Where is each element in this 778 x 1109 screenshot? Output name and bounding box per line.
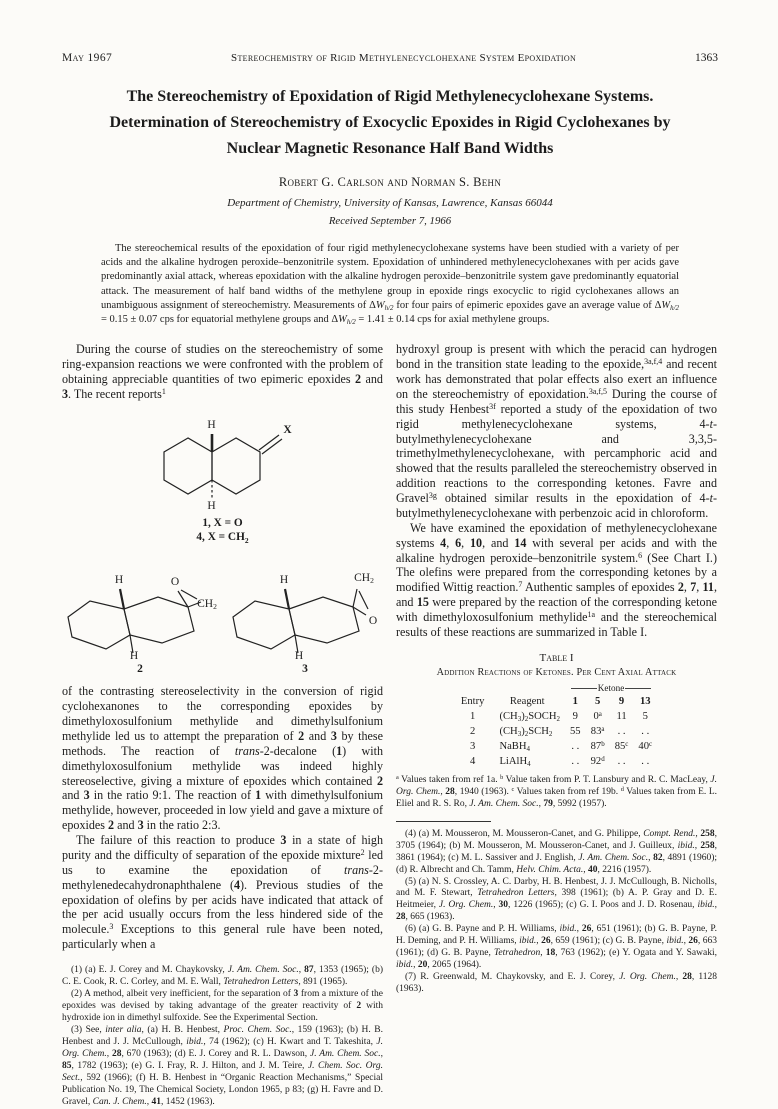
cell-entry: 1 — [470, 711, 476, 723]
col-header-ketone-1: 1 — [572, 696, 578, 708]
footnote-6: (6) (a) G. B. Payne and P. H. Williams, ibid., 26, 651 (1961); (b) G. B. Payne, P. H. Deming, and P. H. Williams, ibid., 26, 659 (1961); (c) G. B. Payne, ibid., 26, 663 (1961); (d) G. B. Payne, Tetrahedron, 18, 763 (1962); (e) Y. Ogata and Y. Sawaki, ibid., 20, 2065 (1964). — [396, 924, 717, 971]
paragraph: hydroxyl group is present with which the peracid can hydrogen bond in the transition state leading to the epoxide,$^{3a,f,4}$ and recent work has demonstrated that polar effects also exert an influence on the stereochemistry of epoxidation.$^{3a,f,5}$ During the course of this study Henbest$^{3f}$ reported a study of the epoxidation of two rigid methylenecyclohexane systems, 4-t-butylmethylenecyclohexane and 3,3,5-trimethylmethylenecyclohexane, with percamphoric acid and showed that the results paralleled the stereochemistry observed in addition reactions to the corresponding ketones. Favre and Gravel$^{3g}$ obtained similar results in the epoxidation of 4-t-butylmethylenecyclohexane with perbenzoic acid in chloroform. — [396, 342, 718, 520]
cell-entry: 3 — [470, 741, 476, 753]
footnote-4: (4) (a) M. Mousseron, M. Mousseron-Canet, and G. Philippe, Compt. Rend., 258, 3705 (1964); (b) M. Mousseron, M. Mousseron-Canet, and J. Guilleux, ibid., 258, 3861 (1964); (c) M. L. Sassiver and J. English, J. Am. Chem. Soc., 82, 4891 (1960); (d) R. Albrecht and Ch. Tamm, Helv. Chim. Acta., 40, 2216 (1957). — [396, 828, 718, 875]
cell-value: 5 — [642, 711, 648, 723]
structure-number-2: 2 — [137, 663, 143, 676]
cell-value: 83$^a$ — [590, 724, 605, 738]
cell-value: . . — [617, 726, 626, 738]
caption-4: 4, $X = CH_2$ — [196, 531, 249, 545]
col-header-reagent: Reagent — [509, 696, 545, 708]
table-row — [456, 739, 657, 754]
cell-value: 85$^c$ — [614, 739, 629, 753]
ch2-main: CH — [354, 572, 371, 585]
table-caption: Table I — [539, 651, 574, 664]
decalin-skeleton-drawing — [143, 408, 303, 516]
oxygen-label: O — [170, 576, 180, 589]
caption-1: 1, X = O — [202, 516, 243, 529]
table-1 — [396, 652, 717, 811]
ch2-label — [197, 597, 217, 611]
footnote-rule — [396, 821, 491, 822]
cell-reagent: NaBH$_4$ — [499, 741, 531, 754]
cell-entry: 2 — [470, 726, 476, 738]
article-title-line1: The Stereochemistry of Epoxidation of Rigid Methylenecyclohexane Systems. — [126, 88, 654, 105]
two-column-body — [62, 342, 718, 1108]
table-header-row — [456, 694, 657, 709]
cell-value: 11 — [616, 711, 627, 723]
figure-structure-1-4 — [143, 408, 303, 516]
running-header — [62, 52, 718, 64]
table-row — [456, 754, 657, 769]
structure-caption-1-4 — [62, 516, 383, 545]
paragraph: During the course of studies on the stereochemistry of some ring-expansion reactions we were confronted with the problem of obtaining appreciable quantities of two epimeric epoxides 2 and 3. The recent reports$^1$ — [62, 342, 383, 401]
ch2-sub: 2 — [213, 602, 217, 612]
table-row — [456, 709, 657, 724]
h-bottom-label: H — [129, 650, 139, 663]
h-top-label: H — [114, 574, 124, 587]
oxygen-label: O — [368, 615, 378, 628]
ch2-sub: 2 — [370, 576, 374, 586]
table-subtitle: Addition Reactions of Ketones. Per Cent Axial Attack — [436, 667, 677, 679]
table-1-grid — [456, 683, 657, 769]
abstract: The stereochemical results of the epoxidation of four rigid methylenecyclohexane systems have been studied with a variety of per acids and the alkaline hydrogen peroxide–benzonitrile system. Epoxidation of unhindered methylenecyclohexanes with per acids gave predominantly axial attack, whereas epoxidation with the alkaline hydrogen peroxide–benzonitrile system gave predominantly equatorial attack. The measurement of half band widths of the methylene group in epoxide rings exocyclic to rigid cyclohexanes allows an unambiguous assignment of stereochemistry. Measurements of $\Delta W_{h/2}$ for four pairs of epimeric epoxides gave an average value of $\Delta W_{h/2} = 0.15 \pm 0.07$ cps for equatorial methylene groups and $\Delta W_{h/2} = 1.41 \pm 0.14$ cps for axial methylene groups. — [101, 242, 679, 327]
cell-reagent: $(CH_3)_2SOCH_2$ — [499, 711, 560, 724]
cell-value: . . — [641, 756, 650, 768]
paragraph: of the contrasting stereoselectivity in the conversion of rigid cyclohexanones to the corresponding epoxides by dimethyloxosulfonium methylide and dimethylsulfonium methylide led us to attempt the preparation of 2 and 3 by these methods. The reaction of trans-2-decalone (1) with dimethyloxosulfonium methylide was indeed highly stereoselective, giving a mixture of epoxides which contained 2 and 3 in the ratio 9:1. The reaction of 1 with dimethylsulfonium methylide, however, proceeded in low yield and gave a mixture of epoxides 2 and 3 in the ratio 2:3. — [62, 684, 383, 833]
article-title — [62, 84, 718, 162]
received-date: Received September 7, 1966 — [328, 214, 452, 227]
ch2-main: CH — [197, 598, 214, 611]
page-number: 1363 — [694, 52, 718, 64]
left-column — [62, 342, 383, 1108]
cell-value: 87$^b$ — [590, 739, 605, 753]
cell-value: . . — [617, 756, 626, 768]
cell-value: 92$^d$ — [590, 754, 605, 768]
col-header-ketone-5: 5 — [594, 696, 601, 708]
cell-value: 40$^c$ — [638, 739, 653, 753]
paragraph: The failure of this reaction to produce 3 in a state of high purity and the difficulty of separation of the epoxide mixture$^2$ led us to examine the epoxidation of trans-2-methylenedecahydronaphthalene (4). Previous studies of the epoxidation of olefins by per acids have indicated that attack of the per acid usually occurs from the less hindered side of the molecule.$^3$ Exceptions to this general rule have been noted, particularly when a — [62, 833, 383, 952]
cell-value: 9 — [572, 711, 578, 723]
authors: Robert G. Carlson and Norman S. Behn — [278, 174, 502, 189]
table-row — [456, 724, 657, 739]
cell-value: . . — [571, 741, 580, 753]
running-title: Stereochemistry of Rigid Methylenecyclohexane System Epoxidation — [231, 52, 577, 64]
x-substituent-label: X — [283, 423, 292, 436]
structure-number-3: 3 — [302, 663, 308, 676]
footnote-3: (3) See, inter alia, (a) H. B. Henbest, Proc. Chem. Soc., 159 (1963); (b) H. B. Henbest and J. J. McCullough, ibid., 74 (1962); (c) H. Kwart and T. Takeshita, J. Org. Chem., 28, 670 (1963); (d) E. J. Corey and R. L. Dawson, J. Am. Chem. Soc., 85, 1782 (1963); (e) G. I. Fray, R. J. Hilton, and J. M. Teire, J. Chem. Soc. Org. Sect., 592 (1966); (f) H. B. Henbest in “Organic Reaction Mechanisms,” Special Publication No. 19, The Chemical Society, London 1965, p 83; (g) H. Favre and D. Gravel, Can. J. Chem., 41, 1452 (1963). — [62, 1024, 383, 1107]
ketone-spanner: Ketone — [570, 684, 652, 693]
cell-entry: 4 — [470, 756, 476, 768]
col-header-ketone-9: 9 — [618, 696, 625, 708]
left-footnotes — [62, 965, 383, 1109]
h-bottom-label: H — [294, 650, 304, 663]
cell-value: . . — [641, 726, 650, 738]
footnote-5: (5) (a) N. S. Crossley, A. C. Darby, H. B. Henbest, J. J. McCullough, B. Nicholls, and M. F. Stewart, Tetrahedron Letters, 398 (1961); (b) A. P. Gray and D. E. Heitmeier, J. Org. Chem., 30, 1226 (1965); (c) G. I. Poos and J. D. Rosenau, ibid., 28, 665 (1963). — [396, 876, 717, 923]
figure-structure-3 — [227, 555, 383, 676]
h-top-label: H — [207, 418, 216, 431]
table-spanner-row — [456, 683, 657, 694]
article-title-line3: Nuclear Magnetic Resonance Half Band Widths — [226, 139, 554, 157]
cell-reagent: LiAlH$_4$ — [499, 756, 531, 769]
right-column — [396, 342, 717, 1108]
cell-value: 0$^a$ — [593, 709, 602, 723]
h-top-label: H — [279, 574, 289, 587]
cell-value: 55 — [570, 726, 581, 738]
footnote-1: (1) (a) E. J. Corey and M. Chaykovsky, J. Am. Chem. Soc., 87, 1353 (1965); (b) C. E. Cook, R. C. Corley, and M. E. Wall, Tetrahedron Letters, 891 (1965). — [62, 965, 384, 988]
cell-value: . . — [571, 756, 580, 768]
right-footnotes — [396, 829, 717, 997]
ch2-label — [354, 571, 374, 585]
figure-structure-2 — [62, 555, 218, 676]
figure-structures-2-3 — [62, 555, 383, 676]
article-title-line2: Determination of Stereochemistry of Exocyclic Epoxides in Rigid Cyclohexanes by — [109, 113, 671, 131]
table-footnote: $^a$ Values taken from ref 1a. $^b$ Value taken from P. T. Lansbury and R. C. MacLeay, J. Org. Chem., 28, 1940 (1963). $^c$ Values taken from ref 19b. $^d$ Values taken from E. L. Eliel and R. S. Ro, J. Am. Chem. Soc., 79, 5992 (1957). — [396, 774, 717, 810]
paragraph: We have examined the epoxidation of methylenecyclohexane systems 4, 6, 10, and 14 with several per acids and with the alkaline hydrogen peroxide–benzonitrile system.$^6$ (See Chart I.) The olefins were prepared from the corresponding ketones by a modified Wittig reaction.$^7$ Authentic samples of epoxides 2, 7, 11, and 15 were prepared by the reaction of the corresponding ketone with dimethyloxosulfonium methylide$^{1a}$ and the stereochemical results of these reactions are summarized in Table I. — [396, 520, 718, 639]
h-bottom-label: H — [207, 499, 216, 512]
col-header-entry: Entry — [460, 696, 485, 708]
epoxide-2-drawing — [62, 561, 218, 661]
issue-date: May 1967 — [62, 52, 113, 64]
footnote-2: (2) A method, albeit very inefficient, for the separation of 3 from a mixture of the epoxides was devised by taking advantage of the greater reactivity of 2 with hydroxide ion in dimethyl sulfoxide. See the Experimental Section. — [62, 988, 383, 1023]
col-header-ketone-13: 13 — [639, 696, 651, 708]
cell-reagent: $(CH_3)_2SCH_2$ — [499, 726, 553, 739]
footnote-7: (7) R. Greenwald, M. Chaykovsky, and E. J. Corey, J. Org. Chem., 28, 1128 (1963). — [396, 972, 718, 995]
affiliation: Department of Chemistry, University of Kansas, Lawrence, Kansas 66044 — [227, 196, 553, 209]
